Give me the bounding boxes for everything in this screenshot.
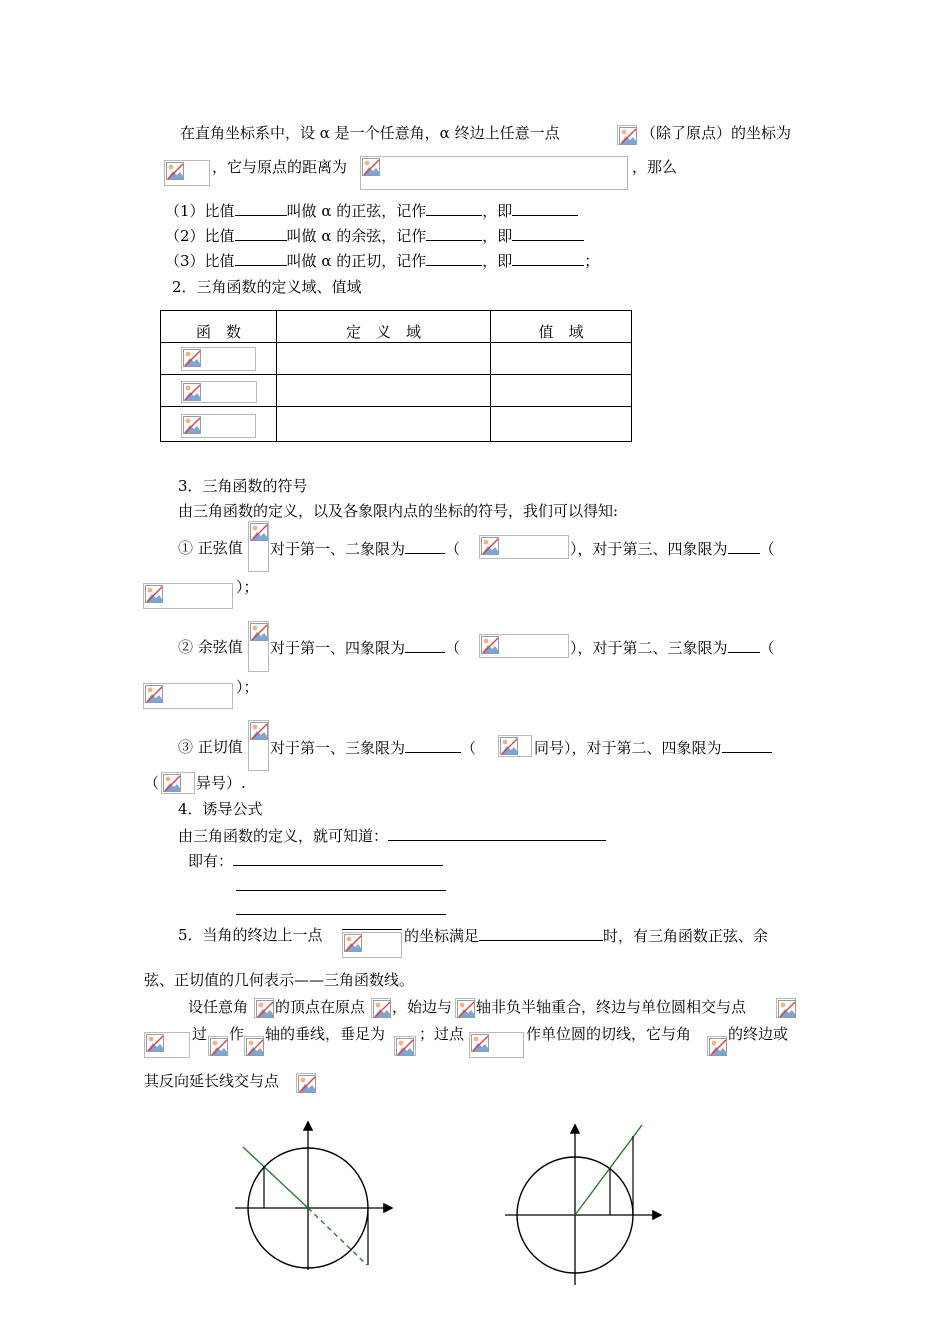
point-a-image [469, 1032, 524, 1058]
function-cell-cos [161, 375, 277, 407]
broken-image-icon [709, 1038, 727, 1056]
sign-condition-image [479, 535, 569, 559]
broken-image-icon [146, 1034, 164, 1052]
tangent-sign-label: ③ 正切值 [178, 738, 243, 756]
intro-line-2-end: ，那么 [632, 158, 678, 176]
tangent-sign-text-2: 同号），对于第二、四象限为 [534, 738, 772, 757]
cos-function-image [181, 381, 257, 403]
section-4-line-1: 由三角函数的定义，就可知道： [178, 826, 606, 845]
broken-image-icon [396, 1038, 414, 1056]
section-5-line-4-b: 作 [229, 1025, 245, 1043]
alpha-image [254, 998, 274, 1018]
point-m-image [394, 1036, 416, 1056]
broken-image-icon [481, 537, 499, 555]
point-blank [342, 915, 402, 930]
cosine-sign-end: ）； [236, 678, 259, 696]
sine-sign-end: ）； [236, 578, 259, 596]
section-5-line-1-b: 的坐标满足 时，有三角函数正弦、余 [404, 927, 769, 945]
broken-image-icon [481, 636, 499, 654]
section-5-line-4-f: 的终边或 [728, 1025, 789, 1043]
point-coordinate-image [342, 932, 402, 958]
broken-image-icon [145, 685, 163, 703]
tangent-open-paren: （ [144, 774, 160, 792]
broken-image-icon [500, 737, 518, 755]
section-5-line-4-c: 轴的垂线，垂足为 [265, 1025, 386, 1043]
section-4-line-4 [236, 900, 446, 919]
broken-image-icon [298, 1075, 316, 1093]
tangent-sign-end: 异号）. [196, 774, 246, 792]
sign-condition-image [479, 634, 569, 658]
broken-image-icon [344, 934, 362, 952]
broken-image-icon [183, 349, 201, 367]
function-cell-sin [161, 343, 277, 375]
section-4-line-2: 即有： [188, 851, 443, 870]
cosine-sign-text: 对于第一、四象限为 （ [270, 639, 461, 657]
broken-image-icon [619, 127, 637, 145]
distance-formula-image [360, 156, 628, 190]
alpha-image [707, 1036, 727, 1056]
sin-function-image [181, 347, 256, 371]
range-cell [491, 375, 632, 407]
def-cosine: （2）比值 叫做 α 的余弦，记作 ，即 [165, 226, 584, 245]
broken-image-icon [145, 585, 163, 603]
terminal-side [243, 1147, 308, 1208]
tangent-sign-text: 对于第一、三象限为 （ [270, 739, 477, 757]
broken-image-icon [256, 1000, 274, 1018]
section-5-line-3-b: 的顶点在原点 [275, 998, 366, 1016]
section-5-line-4-d: ；过点 [419, 1025, 465, 1043]
broken-image-icon [373, 1000, 391, 1018]
broken-image-icon [250, 623, 268, 641]
broken-image-icon [250, 523, 268, 541]
intro-line-1-end: （除了原点）的坐标为 [641, 124, 792, 142]
section-5-line-5: 其反向延长线交与点 [144, 1072, 280, 1090]
xy-image [161, 772, 195, 794]
sine-sign-label: ① 正弦值 [178, 539, 243, 557]
x-axis-image [455, 998, 475, 1018]
sine-sign-text: 对于第一、二象限为 （ [270, 540, 461, 558]
header-domain: 定 义 域 [277, 311, 491, 343]
xy-image [498, 735, 532, 757]
cosine-sign-text-2: ），对于第二、三象限为 （ [570, 639, 775, 657]
domain-cell [277, 407, 491, 442]
sin-alpha-image [248, 521, 269, 572]
cos-alpha-image [248, 621, 269, 672]
terminal-side-extension [308, 1208, 367, 1265]
section-5-line-4-e: 作单位圆的切线，它与角 [526, 1025, 692, 1043]
section-3-intro: 由三角函数的定义，以及各象限内点的坐标的符号，我们可以得知: [178, 502, 619, 520]
broken-image-icon [778, 1000, 796, 1018]
intro-line-1: 在直角坐标系中，设 α 是一个任意角，α 终边上任意一点 [180, 124, 560, 142]
section-5-line-2: 弦、正切值的几何表示——三角函数线。 [144, 971, 415, 989]
point-t-image [296, 1073, 316, 1093]
section-5-line-3-a: 设任意角 [188, 998, 249, 1016]
section-4-title: 4．诱导公式 [178, 800, 263, 818]
x-axis-image [244, 1036, 264, 1056]
tan-alpha-image [248, 720, 269, 771]
coordinate-image [164, 160, 210, 186]
domain-cell [277, 375, 491, 407]
def-sine: （1）比值 叫做 α 的正弦，记作 ，即 [165, 201, 578, 220]
sign-condition-image [143, 583, 233, 609]
broken-image-icon [163, 774, 181, 792]
broken-image-icon [210, 1038, 228, 1056]
origin-o-image [371, 998, 391, 1018]
function-cell-tan [161, 407, 277, 442]
section-5-line-4-a: 过 [192, 1025, 208, 1043]
broken-image-icon [246, 1038, 264, 1056]
section-5-line-3-c: ，始边与 [392, 998, 453, 1016]
point-p-image [776, 998, 796, 1018]
header-function: 函 数 [161, 311, 277, 343]
sign-condition-image [143, 683, 233, 709]
header-range: 值 域 [491, 311, 632, 343]
unit-circle-diagram-right [500, 1120, 670, 1290]
broken-image-icon [250, 722, 268, 740]
cosine-sign-label: ② 余弦值 [178, 638, 243, 656]
range-cell [491, 343, 632, 375]
broken-image-icon [183, 383, 201, 401]
section-2-title: 2．三角函数的定义域、值域 [172, 278, 362, 296]
broken-image-icon [457, 1000, 475, 1018]
domain-range-table [160, 310, 632, 442]
unit-circle-diagram-left [225, 1115, 405, 1275]
point-p-image [617, 125, 637, 145]
broken-image-icon [471, 1034, 489, 1052]
section-5-line-1: 5．当角的终边上一点 [178, 926, 323, 944]
range-cell [491, 407, 632, 442]
point-p-image [208, 1036, 228, 1056]
tan-function-image [181, 414, 256, 438]
def-tangent: （3）比值 叫做 α 的正切，记作 ，即 ； [165, 252, 600, 270]
point-p-coords-image [144, 1032, 190, 1058]
broken-image-icon [166, 162, 184, 180]
intro-line-2: ，它与原点的距离为 [212, 158, 348, 176]
section-4-line-3 [236, 876, 446, 895]
section-5-line-3-d: 轴非负半轴重合，终边与单位圆相交与点 [476, 998, 747, 1016]
section-3-title: 3．三角函数的符号 [178, 477, 308, 495]
sine-sign-text-2: ），对于第三、四象限为 （ [570, 540, 775, 558]
domain-cell [277, 343, 491, 375]
broken-image-icon [362, 158, 380, 176]
broken-image-icon [183, 416, 201, 434]
